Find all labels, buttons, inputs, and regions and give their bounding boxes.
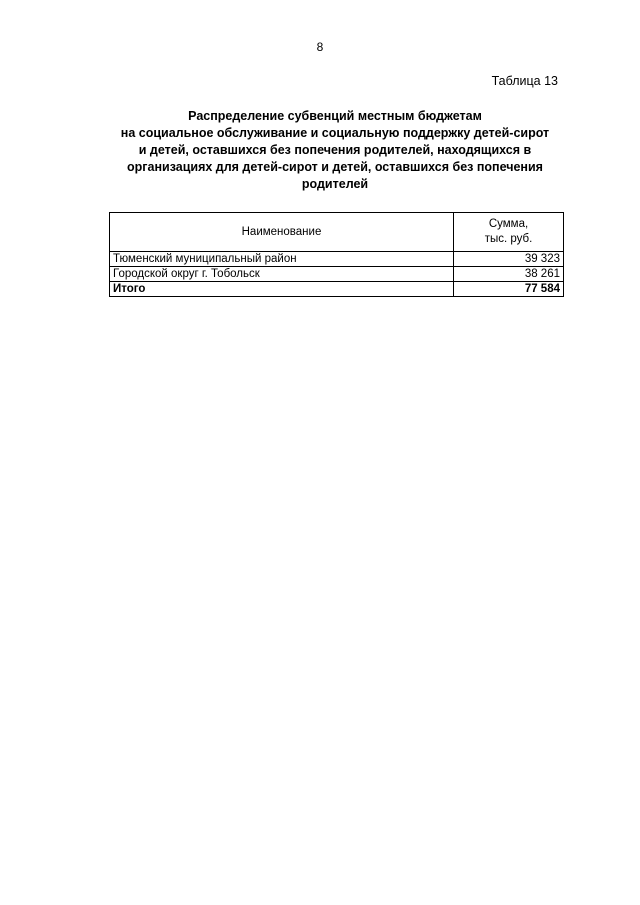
subsidy-table (109, 212, 564, 297)
title-line: на социальное обслуживание и социальную поддержку детей-сирот (120, 126, 550, 140)
row-sum: 38 261 (454, 267, 564, 282)
document-title (100, 108, 570, 193)
total-sum: 77 584 (454, 282, 564, 297)
total-row (110, 282, 564, 297)
title-line: Распределение субвенций местным бюджетам (188, 109, 482, 123)
table-row (110, 252, 564, 267)
page-number: 8 (316, 40, 324, 54)
row-sum: 39 323 (454, 252, 564, 267)
table-row (110, 267, 564, 282)
total-label: Итого (110, 282, 454, 297)
row-name: Городской округ г. Тобольск (110, 267, 454, 282)
row-name: Тюменский муниципальный район (110, 252, 454, 267)
header-sum-line: Сумма, (488, 218, 529, 230)
title-line: и детей, оставшихся без попечения родителей, находящихся в (138, 143, 532, 157)
header-sum-line: тыс. руб. (484, 233, 533, 245)
table-header-row (110, 213, 564, 252)
table-caption: Таблица 13 (491, 74, 558, 88)
title-line: организациях для детей-сирот и детей, оставшихся без попечения (127, 160, 543, 174)
title-line: родителей (301, 177, 369, 191)
header-sum (454, 213, 564, 252)
header-name: Наименование (110, 213, 454, 252)
